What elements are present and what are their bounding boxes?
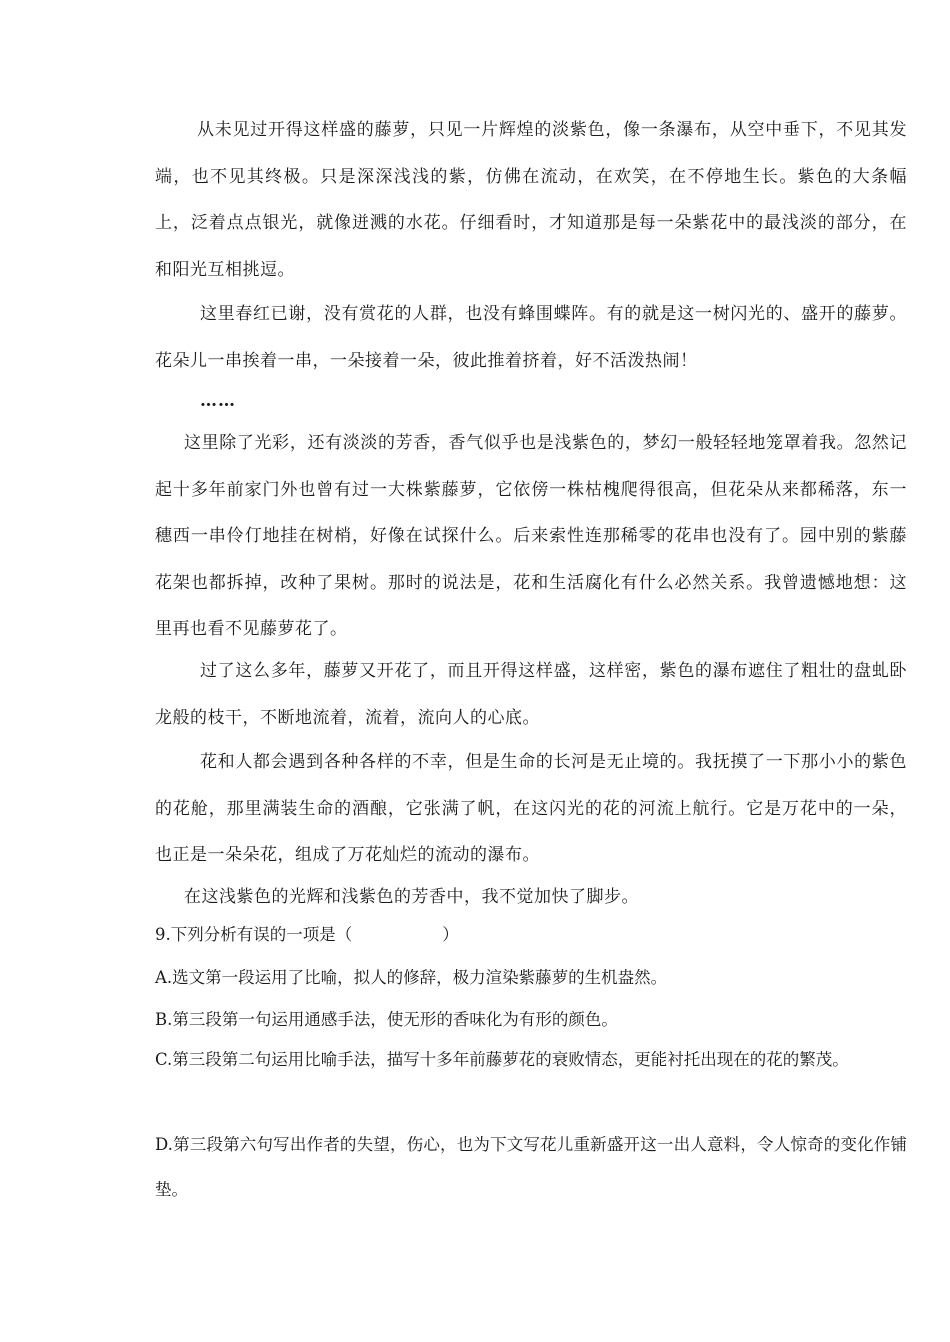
passage-paragraph-3: 这里除了光彩，还有淡淡的芳香，香气似乎也是浅紫色的，梦幻一般轻轻地笼罩着我。忽然记起十多年前家门外也曾有过一大株紫藤萝，它依傍一株枯槐爬得很高，但花朵从来都稀落，东一穗西一串伶仃地挂在树梢，好像在试探什么。后来索性连那稀零的花串也没有了。园中别的紫藤花架也都拆掉，改种了果树。那时的说法是，花和生活腐化有什么必然关系。我曾遗憾地想：这里再也看不见藤萝花了。 xyxy=(155,433,907,639)
question-stem-suffix: ） xyxy=(442,925,459,944)
passage-ellipsis: …… xyxy=(200,391,236,411)
option-b: B.第三段第一句运用通感手法，使无形的香味化为有形的颜色。 xyxy=(155,1010,618,1029)
question-stem-prefix: 9.下列分析有误的一项是（ xyxy=(155,925,353,944)
passage-paragraph-1: 从未见过开得这样盛的藤萝，只见一片辉煌的淡紫色，像一条瀑布，从空中垂下，不见其发端，也不见其终极。只是深深浅浅的紫，仿佛在流动，在欢笑，在不停地生长。紫色的大条幅上，泛着点点银光，就像迸溅的水花。仔细看时，才知道那是每一朵紫花中的最浅淡的部分，在和阳光互相挑逗。 xyxy=(155,120,907,280)
passage-paragraph-6: 在这浅紫色的光辉和浅紫色的芳香中，我不觉加快了脚步。 xyxy=(184,887,639,907)
option-a: A.选文第一段运用了比喻，拟人的修辞，极力渲染紫藤萝的生机盎然。 xyxy=(155,968,668,987)
option-c: C.第三段第二句运用比喻手法，描写十多年前藤萝花的衰败情态，更能衬托出现在的花的繁茂。 xyxy=(155,1050,849,1069)
passage-paragraph-5: 花和人都会遇到各种各样的不幸，但是生命的长河是无止境的。我抚摸了一下那小小的紫色的花舱，那里满装生命的酒酿，它张满了帆，在这闪光的花的河流上航行。它是万花中的一朵，也正是一朵朵花，组成了万花灿烂的流动的瀑布。 xyxy=(155,752,907,865)
passage-paragraph-2: 这里春红已谢，没有赏花的人群，也没有蜂围蝶阵。有的就是这一树闪光的、盛开的藤萝。花朵儿一串挨着一串，一朵接着一朵，彼此推着挤着，好不活泼热闹！ xyxy=(155,304,907,371)
option-d: D.第三段第六句写出作者的失望，伤心，也为下文写花儿重新盛开这一出人意料，令人惊奇的变化作铺垫。 xyxy=(155,1135,907,1199)
passage-paragraph-4: 过了这么多年，藤萝又开花了，而且开得这样盛，这样密，紫色的瀑布遮住了粗壮的盘虬卧龙般的枝干，不断地流着，流着，流向人的心底。 xyxy=(155,661,907,728)
question-stem xyxy=(155,912,907,957)
